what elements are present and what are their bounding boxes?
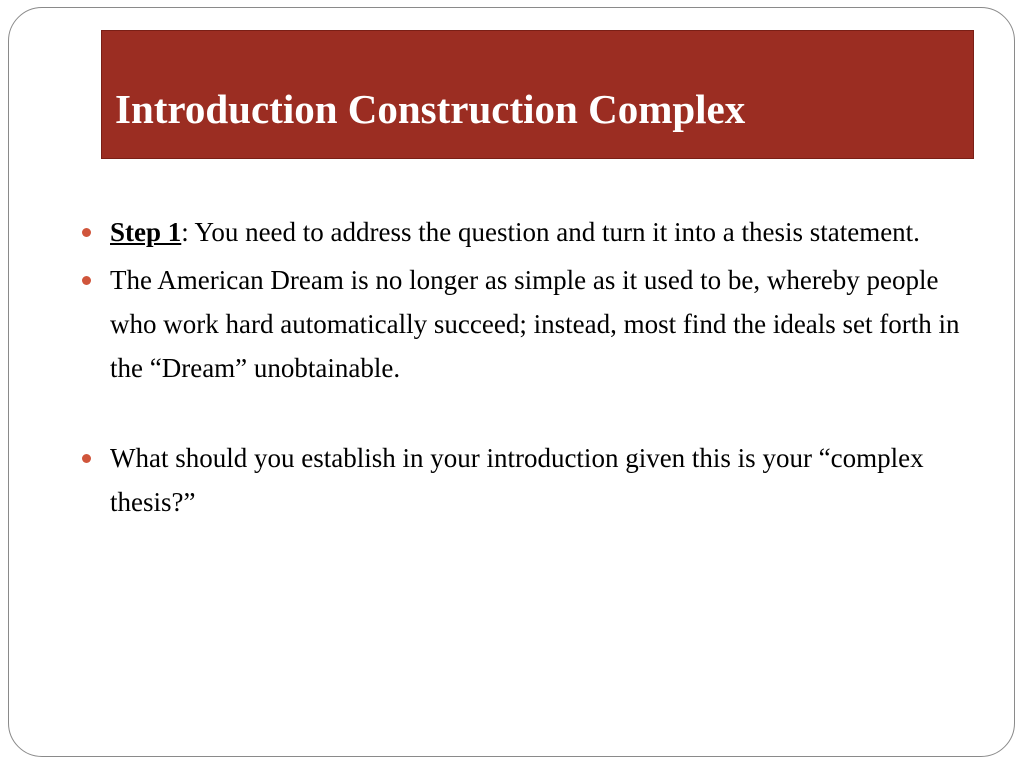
bullet-example-thesis bbox=[80, 258, 960, 390]
bullet-dot-icon bbox=[82, 276, 91, 285]
bullet-dot-icon bbox=[82, 228, 91, 237]
bullet-step-1 bbox=[80, 210, 960, 254]
step-separator: : bbox=[181, 217, 189, 247]
bullet-text: What should you establish in your introduction given this is your “complex thesis?” bbox=[110, 443, 924, 517]
bullet-question bbox=[80, 436, 960, 524]
bullet-dot-icon bbox=[82, 454, 91, 463]
bullet-text: You need to address the question and turn it into a thesis statement. bbox=[188, 217, 920, 247]
slide-title: Introduction Construction Complex bbox=[115, 86, 746, 132]
bullet-list bbox=[80, 210, 960, 524]
step-label: Step 1 bbox=[110, 217, 182, 247]
bullet-text: The American Dream is no longer as simple as it used to be, whereby people who work hard automatically succeed; instead, most find the ideals set forth in the “Dream” unobtainable. bbox=[110, 265, 960, 383]
title-bar bbox=[101, 30, 974, 159]
